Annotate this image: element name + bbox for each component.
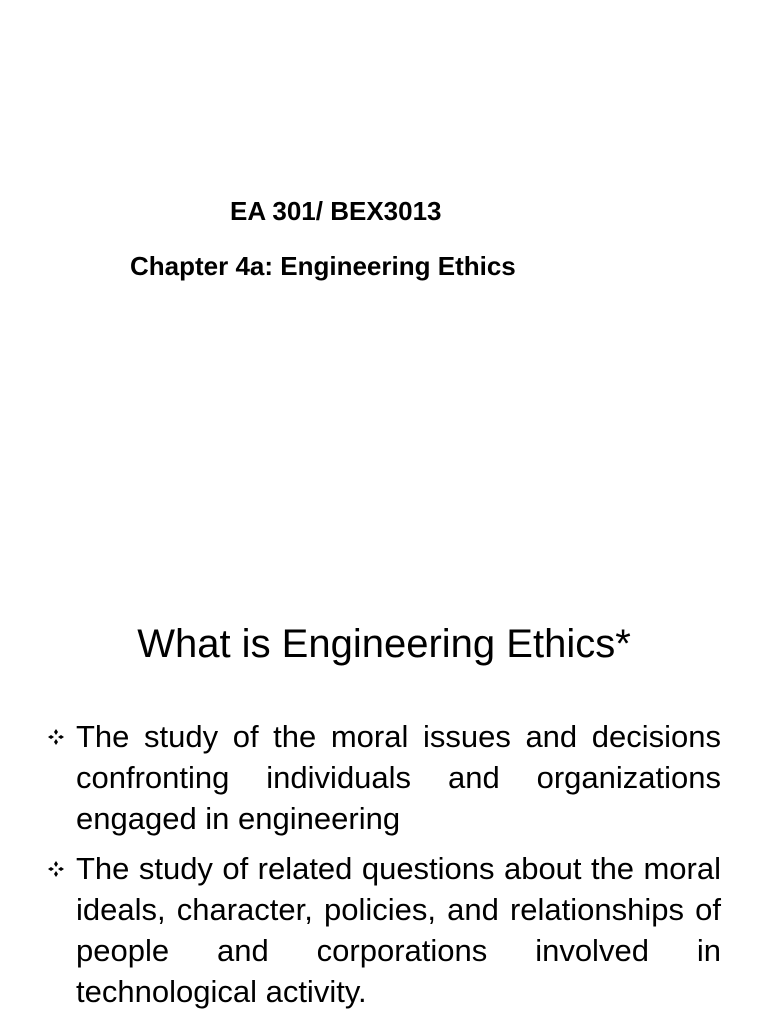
four-diamond-star-icon: [47, 728, 65, 746]
content-slide: [0, 560, 768, 1024]
bullet-item: [47, 716, 721, 839]
slide-heading: What is Engineering Ethics*: [137, 622, 631, 666]
bullet-text: The study of the moral issues and decisions confronting individuals and organizations engaged in engineering: [76, 719, 721, 836]
bullet-item: [47, 848, 721, 1012]
course-code: EA 301/ BEX3013: [230, 196, 442, 226]
bullet-text: The study of related questions about the moral ideals, character, policies, and relationships of people and corporations involved in technological activity.: [76, 851, 721, 1009]
bullet-list: [47, 716, 721, 1021]
chapter-title: Chapter 4a: Engineering Ethics: [130, 251, 516, 281]
four-diamond-star-icon: [47, 860, 65, 878]
